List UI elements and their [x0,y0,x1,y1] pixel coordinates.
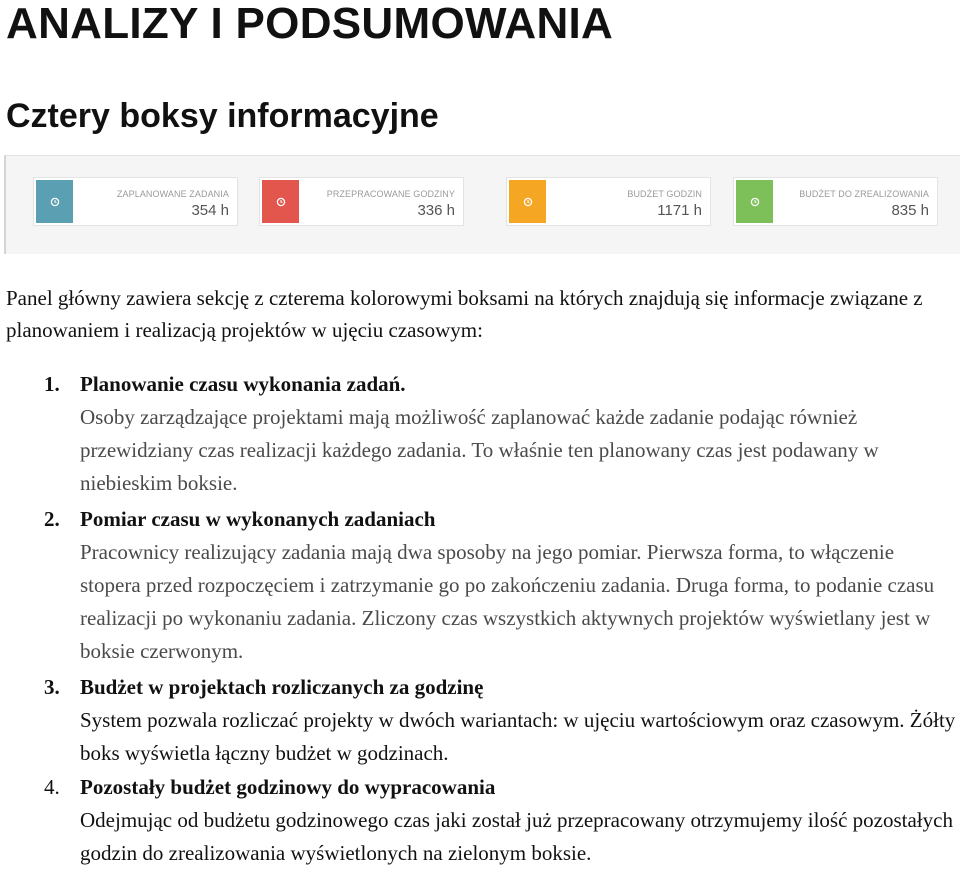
info-box-label: PRZEPRACOWANE GODZINY [326,189,455,199]
dashboard-info-boxes-panel [4,155,960,254]
page-title: ANALIZY I PODSUMOWANIA [6,0,614,48]
list-item-number: 1. [44,372,60,396]
info-box-planned [33,177,238,226]
intro-paragraph: Panel główny zawiera sekcję z czterema kolorowymi boksami na których znajdują się informacje związane z planowaniem i realizacją projektów w ujęciu czasowym: [6,286,923,342]
info-box-value: 1171 h [657,202,702,219]
clock-icon [736,180,773,223]
info-box-remaining-budget [733,177,938,226]
section-subtitle: Cztery boksy informacyjne [6,97,439,135]
list-item-number: 4. [44,775,60,799]
info-box-value: 354 h [191,202,229,219]
info-box-worked [259,177,464,226]
clock-icon [262,180,299,223]
list-item-body: System pozwala rozliczać projekty w dwóch wariantach: w ujęciu wartościowym oraz czasowym. Żółty boks wyświetla łączny budżet w godzinach. [80,708,956,765]
list-item-title: Pomiar czasu w wykonanych zadaniach [80,507,436,531]
list-item-number: 3. [44,675,60,699]
clock-icon [509,180,546,223]
info-box-budget [506,177,711,226]
info-box-value: 835 h [891,202,929,219]
list-item-title: Budżet w projektach rozliczanych za godzinę [80,675,484,699]
info-box-value: 336 h [417,202,455,219]
list-item-body: Pracownicy realizujący zadania mają dwa sposoby na jego pomiar. Pierwsza forma, to włączenie stopera przed rozpoczęciem i zatrzymanie go po zakończeniu zadania. Druga forma, to podanie czasu realizacji po wykonaniu zadania. Zliczony czas wszystkich aktywnych projektów wyświetlany jest w boksie czerwonym. [80,540,935,663]
list-item-title: Pozostały budżet godzinowy do wypracowania [80,775,496,799]
info-box-label: BUDŻET GODZIN [627,189,702,199]
info-box-label: BUDŻET DO ZREALIZOWANIA [799,189,929,199]
list-item-body: Odejmując od budżetu godzinowego czas jaki został już przepracowany otrzymujemy ilość pozostałych godzin do zrealizowania wyświetlonych na zielonym boksie. [80,808,953,865]
list-item-number: 2. [44,507,60,531]
list-item-title: Planowanie czasu wykonania zadań. [80,372,406,396]
list-item-body: Osoby zarządzające projektami mają możliwość zaplanować każde zadanie podając również przewidziany czas realizacji każdego zadania. To właśnie ten planowany czas jest podawany w niebieskim boksie. [80,405,879,495]
clock-icon [36,180,73,223]
info-box-label: ZAPLANOWANE ZADANIA [116,189,229,199]
